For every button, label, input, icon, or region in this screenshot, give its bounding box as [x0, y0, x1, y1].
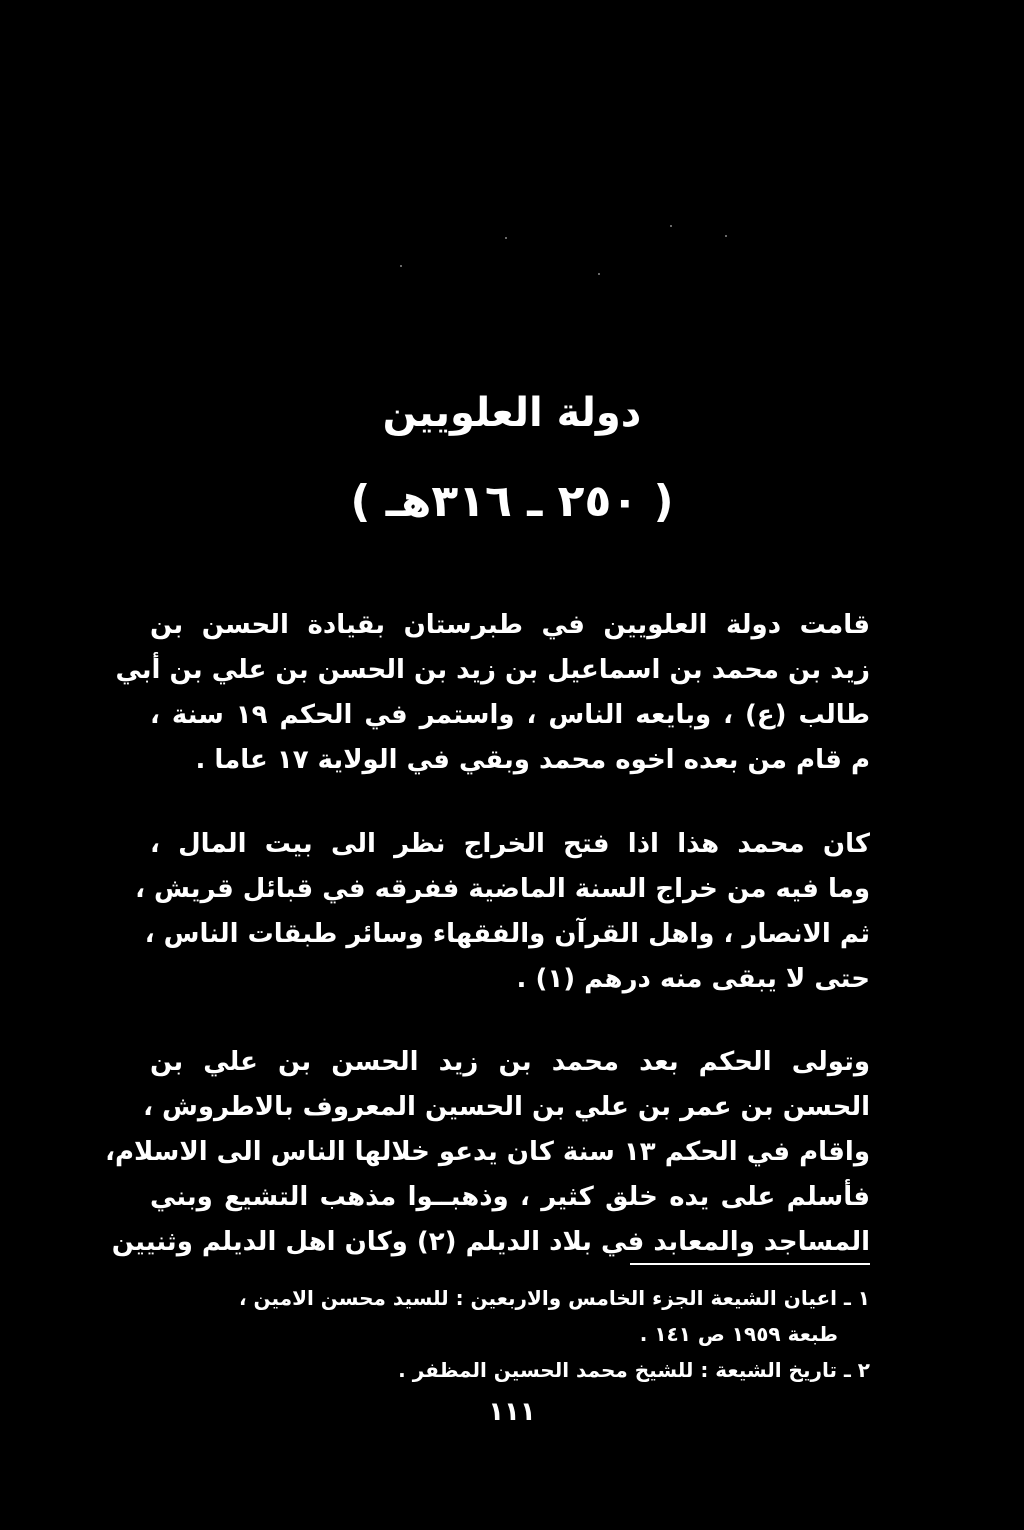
scan-speck [725, 235, 727, 237]
text-line: كان محمد هذا اذا فتح الخراج نظر الى بيت المال ، [150, 829, 870, 859]
scan-specks [330, 225, 750, 285]
text-line: حتى لا يبقى منه درهم (١) . [516, 964, 870, 994]
chapter-dates: ( ٢٥٠ ـ ٣١٦هـ ) [350, 476, 674, 527]
text-line: م قام من بعده اخوه محمد وبقي في الولاية ١٧ عاما . [195, 745, 870, 775]
scan-speck [505, 237, 507, 239]
text-line: وما فيه من خراج السنة الماضية ففرقه في قبائل قريش ، [135, 874, 870, 904]
footnote-1-continued: طبعة ١٩٥٩ ص ١٤١ . [639, 1322, 838, 1346]
scan-speck [670, 225, 672, 227]
text-line: زيد بن محمد بن اسماعيل بن زيد بن الحسن بن علي بن أبي [115, 655, 870, 685]
chapter-title: دولة العلويين [382, 390, 642, 436]
paragraph-2 [135, 822, 870, 1002]
text-line: ثم الانصار ، واهل القرآن والفقهاء وسائر طبقات الناس ، [144, 919, 870, 949]
text-line: قامت دولة العلويين في طبرستان بقيادة الحسن بن [150, 610, 870, 640]
text-line: واقام في الحكم ١٣ سنة كان يدعو خلالها الناس الى الاسلام، [105, 1137, 870, 1167]
scan-speck [400, 265, 402, 267]
footnote-2: ٢ ـ تاريخ الشيعة : للشيخ محمد الحسين المظفر . [398, 1358, 870, 1382]
text-line: وتولى الحكم بعد محمد بن زيد الحسن بن علي بن [150, 1047, 870, 1077]
footnote-1: ١ ـ اعيان الشيعة الجزء الخامس والاربعين : للسيد محسن الامين ، [238, 1286, 870, 1310]
text-line: طالب (ع) ، وبايعه الناس ، واستمر في الحكم ١٩ سنة ، [150, 700, 870, 730]
text-line: الحسن بن عمر بن علي بن الحسين المعروف بالاطروش ، [143, 1092, 870, 1122]
paragraph-3 [105, 1040, 870, 1265]
footnotes [150, 1280, 870, 1388]
footnote-separator [630, 1263, 870, 1265]
text-line: المساجد والمعابد في بلاد الديلم (٢) وكان اهل الديلم وثنيين [111, 1227, 870, 1257]
page-number: ١١١ [488, 1397, 536, 1427]
scan-speck [598, 273, 600, 275]
paragraph-1 [115, 603, 870, 783]
text-line: فأسلم على يده خلق كثير ، وذهبــوا مذهب التشيع وبني [150, 1182, 870, 1212]
